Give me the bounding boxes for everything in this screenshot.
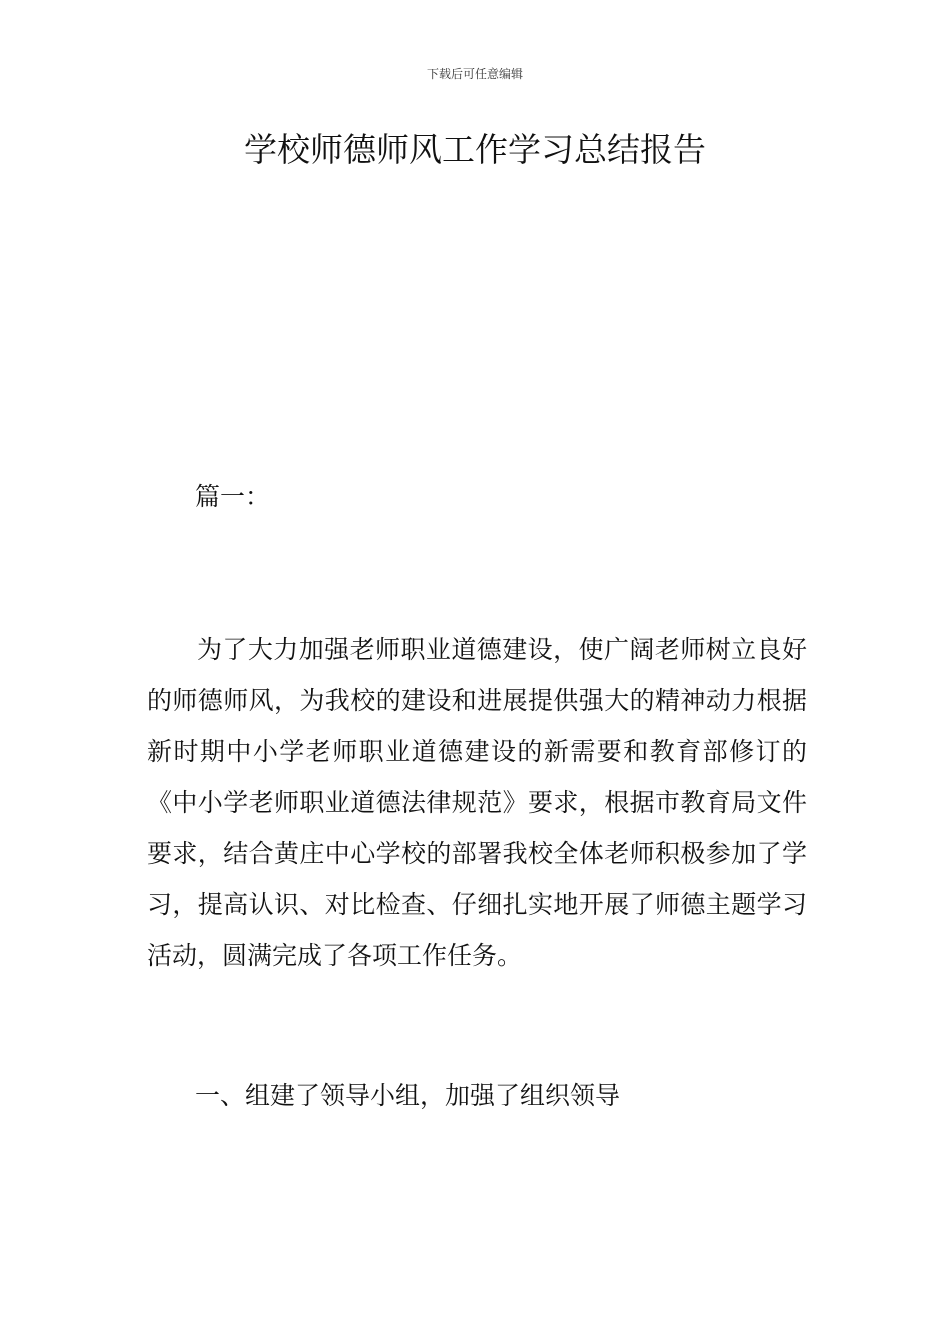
- body-paragraph: 为了大力加强老师职业道德建设，使广阔老师树立良好的师德师风，为我校的建设和进展提供强大的精神动力根据新时期中小学老师职业道德建设的新需要和教育部修订的《中小学老师职业道德法律规范》要求，根据市教育局文件要求，结合黄庄中心学校的部署我校全体老师积极参加了学习，提高认识、对比检查、仔细扎实地开展了师德主题学习活动，圆满完成了各项工作任务。: [147, 635, 807, 970]
- header-note: 下载后可任意编辑: [426, 67, 523, 81]
- section-subheading: 一、组建了领导小组，加强了组织领导: [195, 1081, 621, 1110]
- section-label: 篇一：: [195, 482, 271, 511]
- document-title: 学校师德师风工作学习总结报告: [244, 130, 706, 169]
